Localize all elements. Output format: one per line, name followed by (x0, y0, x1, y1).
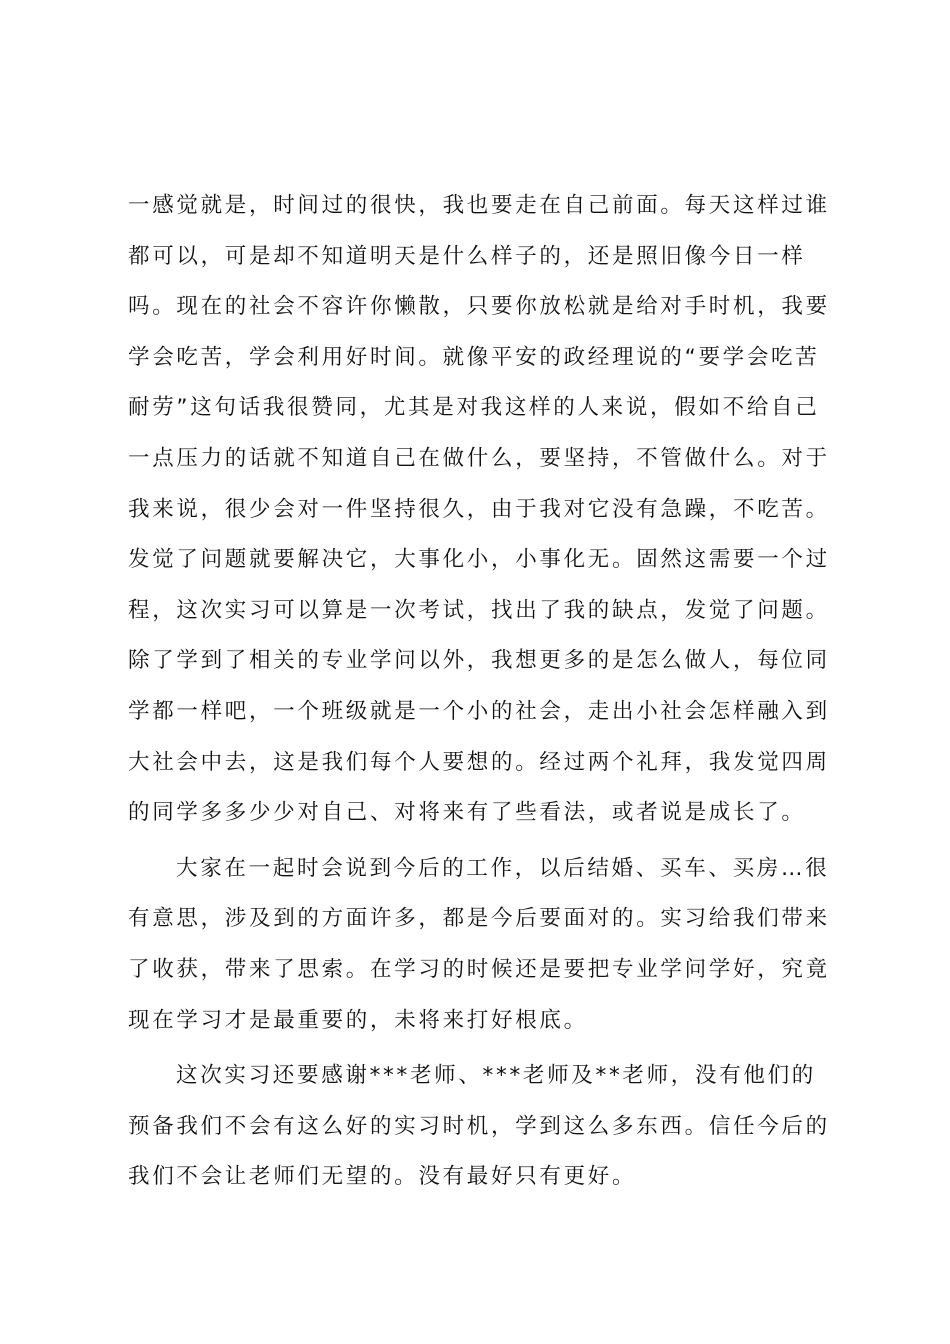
paragraph-2: 大家在一起时会说到今后的工作，以后结婚、买车、买房…很有意思，涉及到的方面许多，都是今后要面对的。实习给我们带来了收获，带来了思索。在学习的时候还是要把专业学问学好，究竟现在学习才是最重要的，未将来打好根底。 (128, 855, 830, 1033)
paragraph-3: 这次实习还要感谢***老师、***老师及**老师，没有他们的预备我们不会有这么好的实习时机，学到这么多东西。信任今后的我们不会让老师们无望的。没有最好只有更好。 (128, 1063, 830, 1190)
document-body (128, 181, 833, 1208)
paragraph-1: 一感觉就是，时间过的很快，我也要走在自己前面。每天这样过谁都可以，可是却不知道明天是什么样子的，还是照旧像今日一样吗。现在的社会不容许你懒散，只要你放松就是给对手时机，我要学会吃苦，学会利用好时间。就像平安的政经理说的“要学会吃苦耐劳”这句话我很赞同，尤其是对我这样的人来说，假如不给自己一点压力的话就不知道自己在做什么，要坚持，不管做什么。对于我来说，很少会对一件坚持很久，由于我对它没有急躁，不吃苦。发觉了问题就要解决它，大事化小，小事化无。固然这需要一个过程，这次实习可以算是一次考试，找出了我的缺点，发觉了问题。除了学到了相关的专业学问以外，我想更多的是怎么做人，每位同学都一样吧，一个班级就是一个小的社会，走出小社会怎样融入到大社会中去，这是我们每个人要想的。经过两个礼拜，我发觉四周的同学多多少少对自己、对将来有了些看法，或者说是成长了。 (128, 193, 830, 826)
